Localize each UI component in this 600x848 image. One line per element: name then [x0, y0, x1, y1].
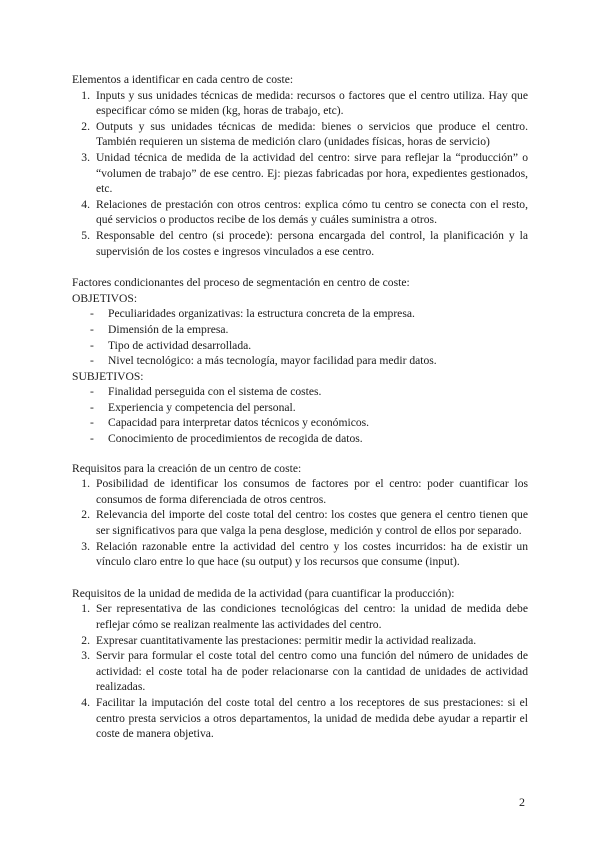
- list-item-text: Tipo de actividad desarrollada.: [108, 338, 252, 352]
- list-marker: 4.: [81, 695, 90, 709]
- subjetivos-label: SUBJETIVOS:: [72, 369, 144, 383]
- list-marker: 1.: [81, 88, 90, 102]
- list-item: [72, 338, 528, 354]
- page-number: 2: [519, 795, 525, 809]
- list-marker: 3.: [81, 539, 90, 553]
- list-marker: 3.: [81, 150, 90, 164]
- document-body: [72, 72, 528, 758]
- list-item: [72, 400, 528, 416]
- list-marker: 2.: [81, 633, 90, 647]
- list-marker: -: [90, 338, 94, 352]
- list-item: [72, 384, 528, 400]
- list-item-text: Finalidad perseguida con el sistema de costes.: [108, 385, 322, 399]
- list-marker: 1.: [81, 602, 90, 616]
- section-heading: Requisitos para la creación de un centro de coste:: [72, 461, 302, 475]
- list-item: [72, 353, 528, 369]
- list-item-text: Conocimiento de procedimientos de recogida de datos.: [108, 432, 363, 446]
- numbered-list: [72, 601, 528, 741]
- list-item: [72, 648, 528, 695]
- list-marker: -: [90, 432, 94, 446]
- section-elementos: [72, 72, 528, 259]
- section-heading: Elementos a identificar en cada centro de coste:: [72, 73, 294, 86]
- list-item-text: Inputs y sus unidades técnicas de medida: recursos o factores que el centro utiliza. Hay que especificar cómo se miden (kg, horas de trabajo, etc).: [96, 88, 528, 118]
- list-marker: 3.: [81, 649, 90, 663]
- list-marker: -: [90, 385, 94, 399]
- list-item: [72, 431, 528, 447]
- list-item-text: Dimensión de la empresa.: [108, 322, 229, 336]
- list-item: [72, 306, 528, 322]
- list-item: [72, 601, 528, 632]
- list-marker: -: [90, 400, 94, 414]
- list-marker: -: [90, 322, 94, 336]
- list-item: [72, 197, 528, 228]
- numbered-list: [72, 88, 528, 260]
- list-item-text: Facilitar la imputación del coste total del centro a los receptores de sus prestaciones: si el centro presta servicios a otros departamentos, la unidad de medida debe ayudar a repartir el coste de manera objetiva.: [96, 695, 528, 741]
- list-item-text: Outputs y sus unidades técnicas de medida: bienes o servicios que produce el centro. También requieren un sistema de medición claro (unidades físicas, horas de servicio): [96, 119, 528, 149]
- list-item: [72, 150, 528, 197]
- list-item-text: Ser representativa de las condiciones tecnológicas del centro: la unidad de medida debe reflejar cómo se realizan realmente las actividades del centro.: [96, 602, 528, 631]
- list-marker: 2.: [81, 508, 90, 522]
- section-requisitos-unidad: [72, 586, 528, 742]
- objetivos-label: OBJETIVOS:: [72, 291, 138, 305]
- list-item: [72, 415, 528, 431]
- list-item-text: Expresar cuantitativamente las prestaciones: permitir medir la actividad realizada.: [96, 633, 477, 647]
- list-item-text: Capacidad para interpretar datos técnicos y económicos.: [108, 416, 370, 430]
- list-item-text: Servir para formular el coste total del centro como una función del número de unidades de actividad: el coste total ha de poder relacionarse con la cantidad de unidades de actividad realizadas.: [96, 649, 528, 694]
- list-item-text: Relaciones de prestación con otros centros: explica cómo tu centro se conecta con el resto, qué servicios o productos recibe de los demás y cuáles suministra a otros.: [96, 197, 528, 227]
- list-item-text: Relevancia del importe del coste total del centro: los costes que genera el centro tienen que ser significativos para que valga la pena desglose, medición y control de ellos por separado.: [96, 508, 528, 538]
- dashed-list-objetivos: [72, 306, 528, 368]
- list-item: [72, 695, 528, 742]
- section-heading: Requisitos de la unidad de medida de la actividad (para cuantificar la producción):: [72, 586, 455, 600]
- list-item-text: Unidad técnica de medida de la actividad del centro: sirve para reflejar la “producción” o “volumen de trabajo” de ese centro. Ej: piezas fabricadas por hora, expedientes gestionados, etc.: [96, 150, 528, 196]
- list-item-text: Experiencia y competencia del personal.: [108, 400, 296, 414]
- list-item: [72, 476, 528, 507]
- list-item: [72, 633, 528, 649]
- numbered-list: [72, 476, 528, 570]
- dashed-list-subjetivos: [72, 384, 528, 446]
- list-item-text: Responsable del centro (si procede): persona encargada del control, la planificación y la supervisión de los costes e ingresos vinculados a ese centro.: [96, 228, 528, 258]
- list-marker: 4.: [81, 197, 90, 211]
- list-marker: -: [90, 307, 94, 321]
- section-heading: Factores condicionantes del proceso de segmentación en centro de coste:: [72, 276, 410, 290]
- list-item-text: Posibilidad de identificar los consumos de factores por el centro: poder cuantificar los consumos de forma diferenciada de otros centros.: [96, 477, 528, 506]
- list-item: [72, 228, 528, 259]
- list-item: [72, 507, 528, 538]
- list-item: [72, 322, 528, 338]
- list-marker: -: [90, 416, 94, 430]
- section-factores: [72, 275, 528, 447]
- list-item-text: Nivel tecnológico: a más tecnología, mayor facilidad para medir datos.: [108, 354, 437, 368]
- list-marker: 2.: [81, 119, 90, 133]
- list-item-text: Relación razonable entre la actividad del centro y los costes incurridos: ha de existir un vínculo claro entre lo que hace (su output) y los recursos que consume (input).: [96, 539, 528, 569]
- list-item: [72, 539, 528, 570]
- list-item-text: Peculiaridades organizativas: la estructura concreta de la empresa.: [108, 307, 415, 321]
- list-item: [72, 119, 528, 150]
- list-item: [72, 88, 528, 119]
- list-marker: 5.: [81, 228, 90, 242]
- list-marker: 1.: [81, 477, 90, 491]
- section-requisitos-centro: [72, 461, 528, 570]
- list-marker: -: [90, 354, 94, 368]
